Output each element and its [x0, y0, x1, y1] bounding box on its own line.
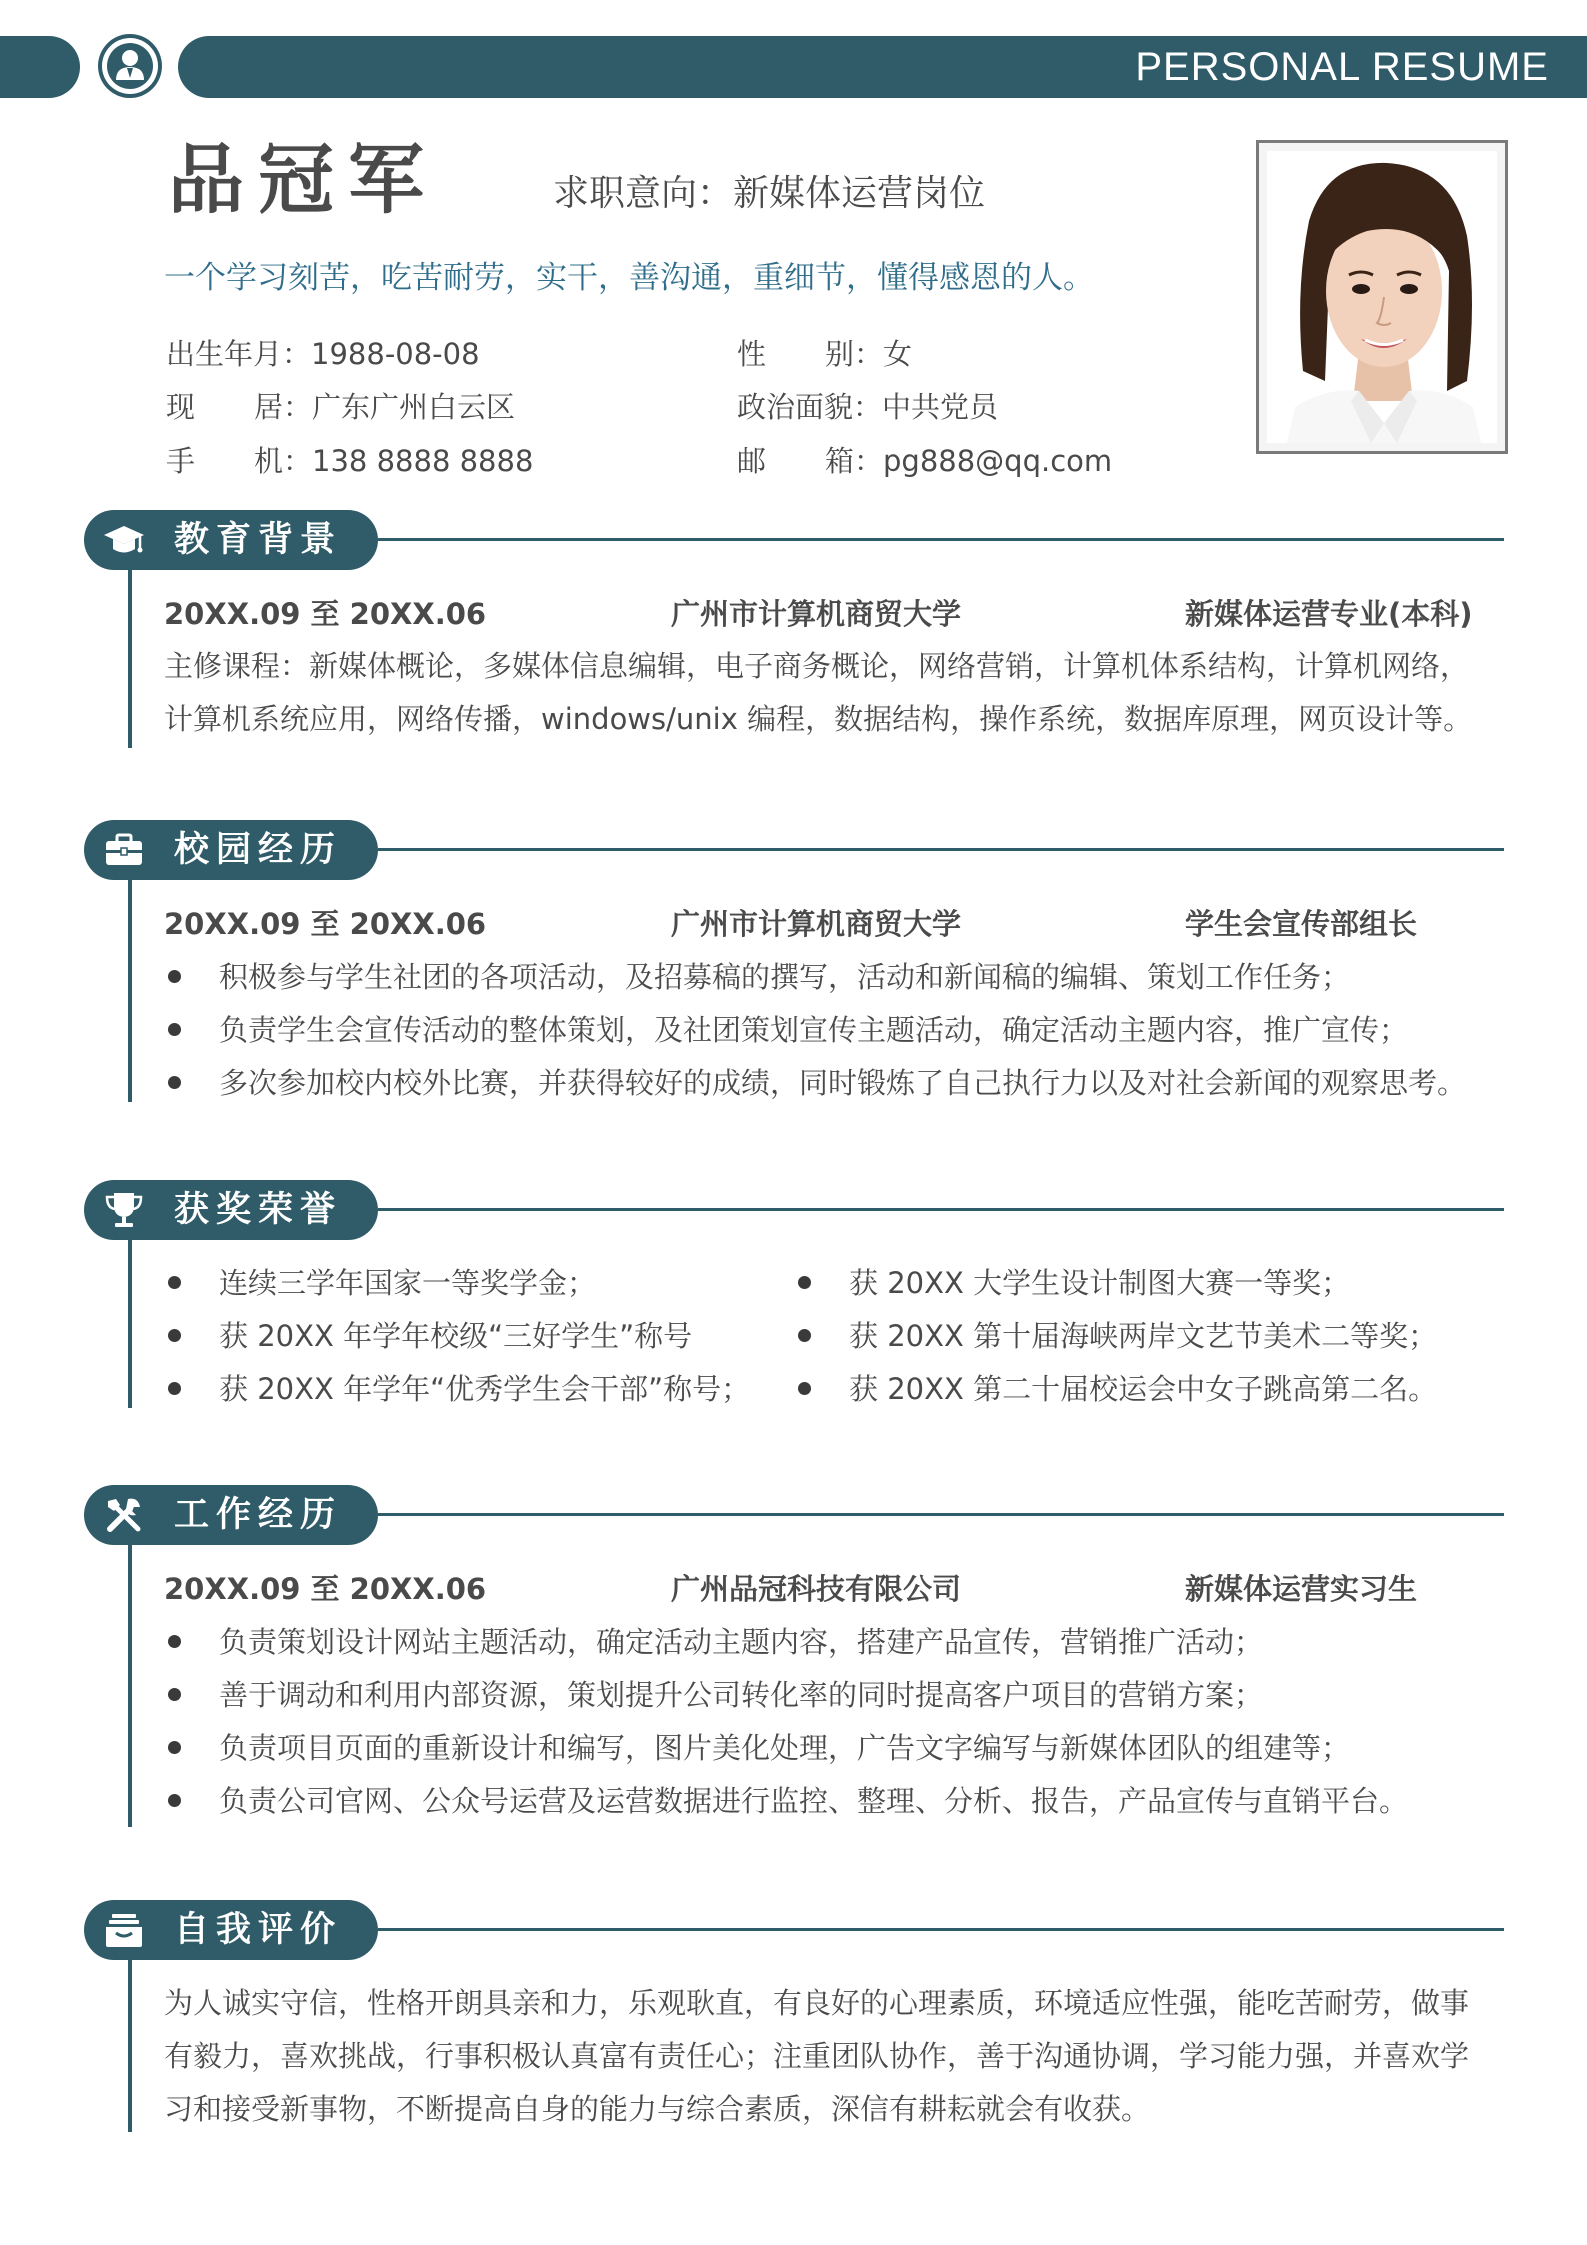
job-intention: 求职意向：新媒体运营岗位: [553, 173, 986, 214]
bullet-icon: [168, 1276, 181, 1289]
education-date: 20XX.09 至 20XX.06: [164, 597, 487, 631]
birth-label: 出生年月：: [166, 337, 312, 371]
trophy-icon: [102, 1190, 146, 1230]
section-title-education: 教育背景: [174, 520, 343, 560]
section-divider: [378, 1513, 1504, 1516]
bullet-icon: [168, 1688, 181, 1701]
campus-item: 积极参与学生社团的各项活动，及招募稿的撰写，活动和新闻稿的编辑、策划工作任务；: [219, 960, 1351, 994]
email-label-2: 箱：: [825, 444, 884, 478]
bullet-icon: [798, 1382, 811, 1395]
section-timeline: [128, 1545, 132, 1827]
campus-item: 负责学生会宣传活动的整体策划，及社团策划宣传主题活动，确定活动主题内容，推广宣传；: [219, 1013, 1409, 1047]
birth-info: [166, 334, 480, 374]
section-divider: [378, 1208, 1504, 1211]
education-school: 广州市计算机商贸大学: [671, 597, 962, 631]
education-courses: 主修课程：新媒体概论，多媒体信息编辑，电子商务概论，网络营销，计算机体系结构，计算机网络，计算机系统应用，网络传播，windows/unix 编程，数据结构，操作系统，数据库原理，网页设计等。: [164, 649, 1473, 736]
bullet-icon: [168, 1023, 181, 1036]
residence-label-1: 现: [166, 390, 196, 424]
section-timeline: [128, 570, 132, 748]
phone-info: [166, 441, 533, 481]
award-item: 获 20XX 大学生设计制图大赛一等奖；: [849, 1266, 1351, 1300]
section-title-work: 工作经历: [174, 1495, 343, 1535]
work-item: 负责项目页面的重新设计和编写，图片美化处理，广告文字编写与新媒体团队的组建等；: [219, 1731, 1351, 1765]
work-date: 20XX.09 至 20XX.06: [164, 1572, 487, 1606]
education-major: 新媒体运营专业(本科): [1185, 597, 1473, 631]
residence-value: 广东广州白云区: [312, 390, 516, 424]
section-timeline: [128, 1240, 132, 1408]
section-title-self: 自我评价: [174, 1910, 343, 1950]
section-divider: [378, 1928, 1504, 1931]
bullet-icon: [168, 1076, 181, 1089]
section-divider: [378, 538, 1504, 541]
bullet-icon: [798, 1329, 811, 1342]
campus-date: 20XX.09 至 20XX.06: [164, 907, 487, 941]
section-header-work: [84, 1485, 378, 1545]
bullet-icon: [168, 1794, 181, 1807]
bullet-icon: [168, 1635, 181, 1648]
graduation-cap-icon: [102, 520, 146, 560]
user-icon: [98, 34, 162, 98]
gender-label-1: 性: [737, 337, 767, 371]
section-timeline: [128, 1960, 132, 2132]
residence-label-2: 居：: [254, 390, 313, 424]
gender-info: [737, 334, 912, 374]
campus-school: 广州市计算机商贸大学: [671, 907, 962, 941]
award-item: 获 20XX 年学年“优秀学生会干部”称号；: [219, 1372, 751, 1406]
work-company: 广州品冠科技有限公司: [671, 1572, 962, 1606]
award-item: 获 20XX 年学年校级“三好学生”称号: [219, 1319, 693, 1353]
self-evaluation-text: 为人诚实守信，性格开朗具亲和力，乐观耿直，有良好的心理素质，环境适应性强，能吃苦耐劳，做事有毅力，喜欢挑战，行事积极认真富有责任心；注重团队协作，善于沟通协调，学习能力强，并喜欢学习和接受新事物，不断提高自身的能力与综合素质，深信有耕耘就会有收获。: [164, 1986, 1470, 2126]
campus-role: 学生会宣传部组长: [1185, 907, 1418, 941]
work-role: 新媒体运营实习生: [1185, 1572, 1418, 1606]
email-value: pg888@qq.com: [883, 444, 1113, 478]
gender-label-2: 别：: [825, 337, 884, 371]
email-label-1: 邮: [737, 444, 767, 478]
section-divider: [378, 848, 1504, 851]
phone-value: 138 8888 8888: [312, 444, 534, 478]
profile-photo: [1256, 140, 1508, 454]
motto: 一个学习刻苦，吃苦耐劳，实干，善沟通，重细节，懂得感恩的人。: [164, 260, 1094, 296]
bullet-icon: [168, 1382, 181, 1395]
section-header-education: [84, 510, 378, 570]
phone-label-1: 手: [166, 444, 196, 478]
campus-item: 多次参加校内校外比赛，并获得较好的成绩，同时锻炼了自己执行力以及对社会新闻的观察思考。: [219, 1066, 1467, 1100]
section-title-awards: 获奖荣誉: [174, 1190, 343, 1230]
email-info: [737, 441, 1112, 481]
work-item: 善于调动和利用内部资源，策划提升公司转化率的同时提高客户项目的营销方案；: [219, 1678, 1264, 1712]
bullet-icon: [798, 1276, 811, 1289]
tools-icon: [102, 1495, 146, 1535]
section-header-campus: [84, 820, 378, 880]
bullet-icon: [168, 1329, 181, 1342]
header-bar-left: [0, 36, 80, 98]
birth-value: 1988-08-08: [311, 337, 480, 371]
work-item: 负责公司官网、公众号运营及运营数据进行监控、整理、分析、报告，产品宣传与直销平台。: [219, 1784, 1409, 1818]
section-header-self: [84, 1900, 378, 1960]
phone-label-2: 机：: [254, 444, 313, 478]
award-item: 连续三学年国家一等奖学金；: [219, 1266, 597, 1300]
bullet-icon: [168, 1741, 181, 1754]
political-info: [737, 387, 998, 427]
section-header-awards: [84, 1180, 378, 1240]
award-item: 获 20XX 第二十届校运会中女子跳高第二名。: [849, 1372, 1438, 1406]
award-item: 获 20XX 第十届海峡两岸文艺节美术二等奖；: [849, 1319, 1438, 1353]
resume-title: PERSONAL RESUME: [1135, 45, 1549, 89]
bullet-icon: [168, 970, 181, 983]
section-timeline: [128, 880, 132, 1102]
section-title-campus: 校园经历: [174, 830, 343, 870]
candidate-name: 品冠军: [168, 135, 438, 224]
political-value: 中共党员: [882, 390, 999, 424]
work-item: 负责策划设计网站主题活动，确定活动主题内容，搭建产品宣传，营销推广活动；: [219, 1625, 1264, 1659]
gender-value: 女: [883, 337, 913, 371]
briefcase-icon: [102, 830, 146, 870]
inbox-icon: [102, 1910, 146, 1950]
political-label: 政治面貌：: [737, 390, 883, 424]
residence-info: [166, 387, 515, 427]
